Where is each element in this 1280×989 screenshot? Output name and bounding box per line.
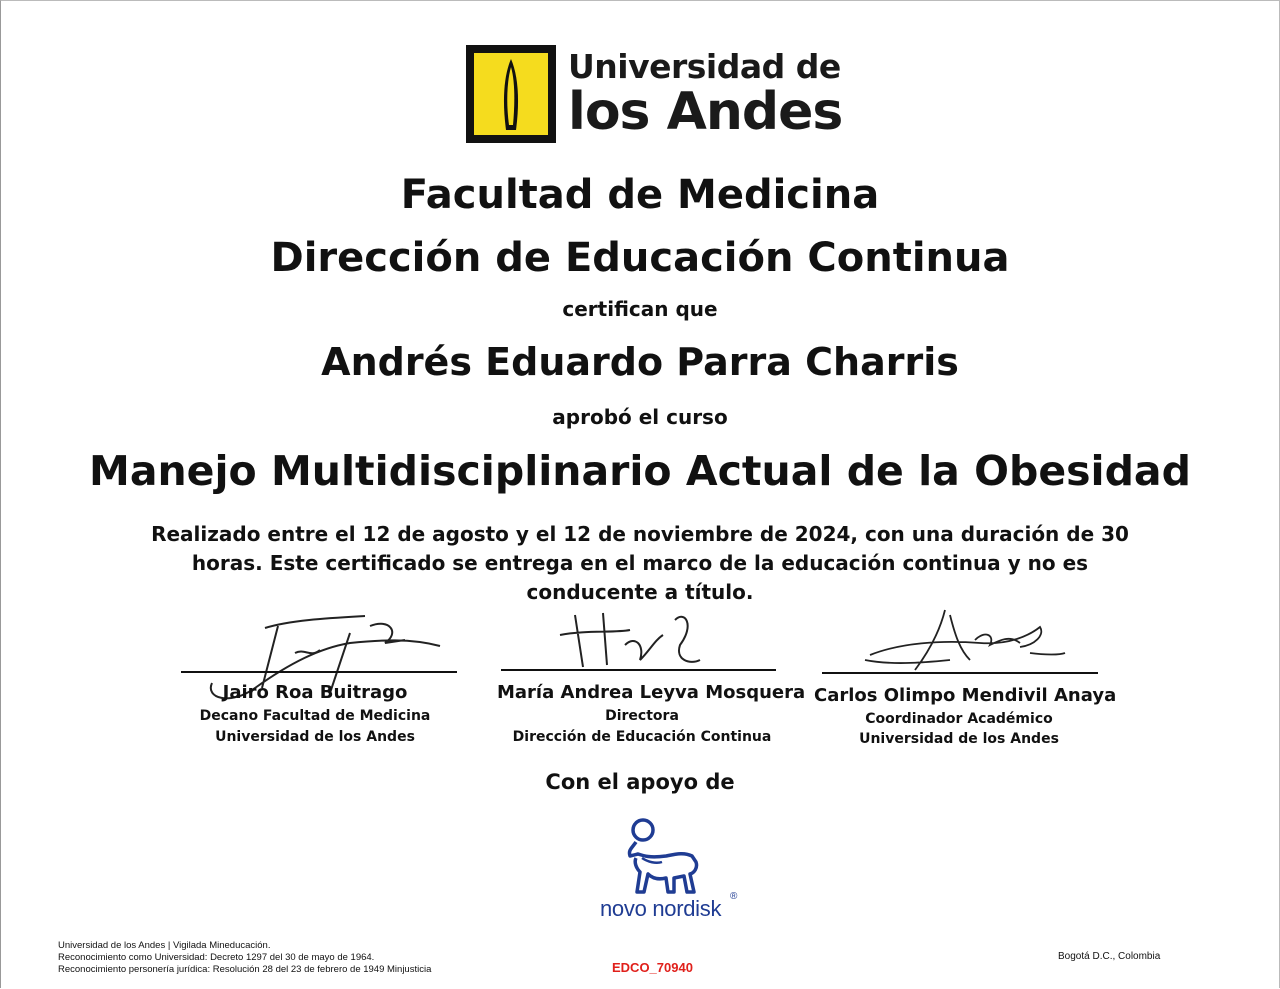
footer-line-1: Universidad de los Andes | Vigilada Mineducación. <box>58 940 271 951</box>
signatory-2-org: Dirección de Educación Continua <box>512 729 772 745</box>
recipient-name: Andrés Eduardo Parra Charris <box>321 340 959 384</box>
signatory-1-name: Jairo Roa Buitrago <box>222 682 408 703</box>
signatory-3-name: Carlos Olimpo Mendivil Anaya <box>814 685 1117 706</box>
registered-mark: ® <box>730 891 738 902</box>
signature-3-icon <box>860 605 1070 675</box>
footer-line-3: Reconocimiento personería jurídica: Resolución 28 del 23 de febrero de 1949 Minjusticia <box>58 964 432 975</box>
signatory-3-role: Coordinador Académico <box>865 711 1053 727</box>
university-logo <box>466 45 843 145</box>
issue-city: Bogotá D.C., Colombia <box>1058 951 1161 962</box>
support-label: Con el apoyo de <box>545 770 735 794</box>
signatory-1-org: Universidad de los Andes <box>215 729 415 745</box>
course-description: Realizado entre el 12 de agosto y el 12 de noviembre de 2024, con una duración de 30 horas. Este certificado se entrega en el marco de la educación continua y no es conducente a título. <box>151 522 1129 604</box>
signature-3-line <box>822 672 1098 674</box>
certify-text: certifican que <box>562 297 718 321</box>
university-shield-icon <box>466 45 556 143</box>
logo-line-1: Universidad de <box>568 47 841 86</box>
sponsor-logo <box>596 818 746 922</box>
faculty-title: Facultad de Medicina <box>400 172 880 218</box>
signatory-1-role: Decano Facultad de Medicina <box>199 708 431 724</box>
signatory-3-org: Universidad de los Andes <box>859 731 1059 747</box>
footer-line-2: Reconocimiento como Universidad: Decreto 1297 del 30 de mayo de 1964. <box>58 952 375 963</box>
sponsor-name: novo nordisk <box>600 896 722 921</box>
signatory-2-role: Directora <box>605 708 679 724</box>
direction-title: Dirección de Educación Continua <box>270 235 1010 281</box>
course-title: Manejo Multidisciplinario Actual de la Obesidad <box>89 447 1191 495</box>
signature-1-line <box>181 671 457 673</box>
signature-2-line <box>501 669 776 671</box>
approved-text: aprobó el curso <box>552 405 728 429</box>
certificate-code: EDCO_70940 <box>612 960 693 975</box>
signature-2-icon <box>555 605 705 675</box>
university-wordmark <box>568 47 843 142</box>
apis-bull-icon <box>624 818 704 896</box>
signatory-2-name: María Andrea Leyva Mosquera <box>497 682 806 703</box>
logo-line-2: los Andes <box>568 82 843 142</box>
